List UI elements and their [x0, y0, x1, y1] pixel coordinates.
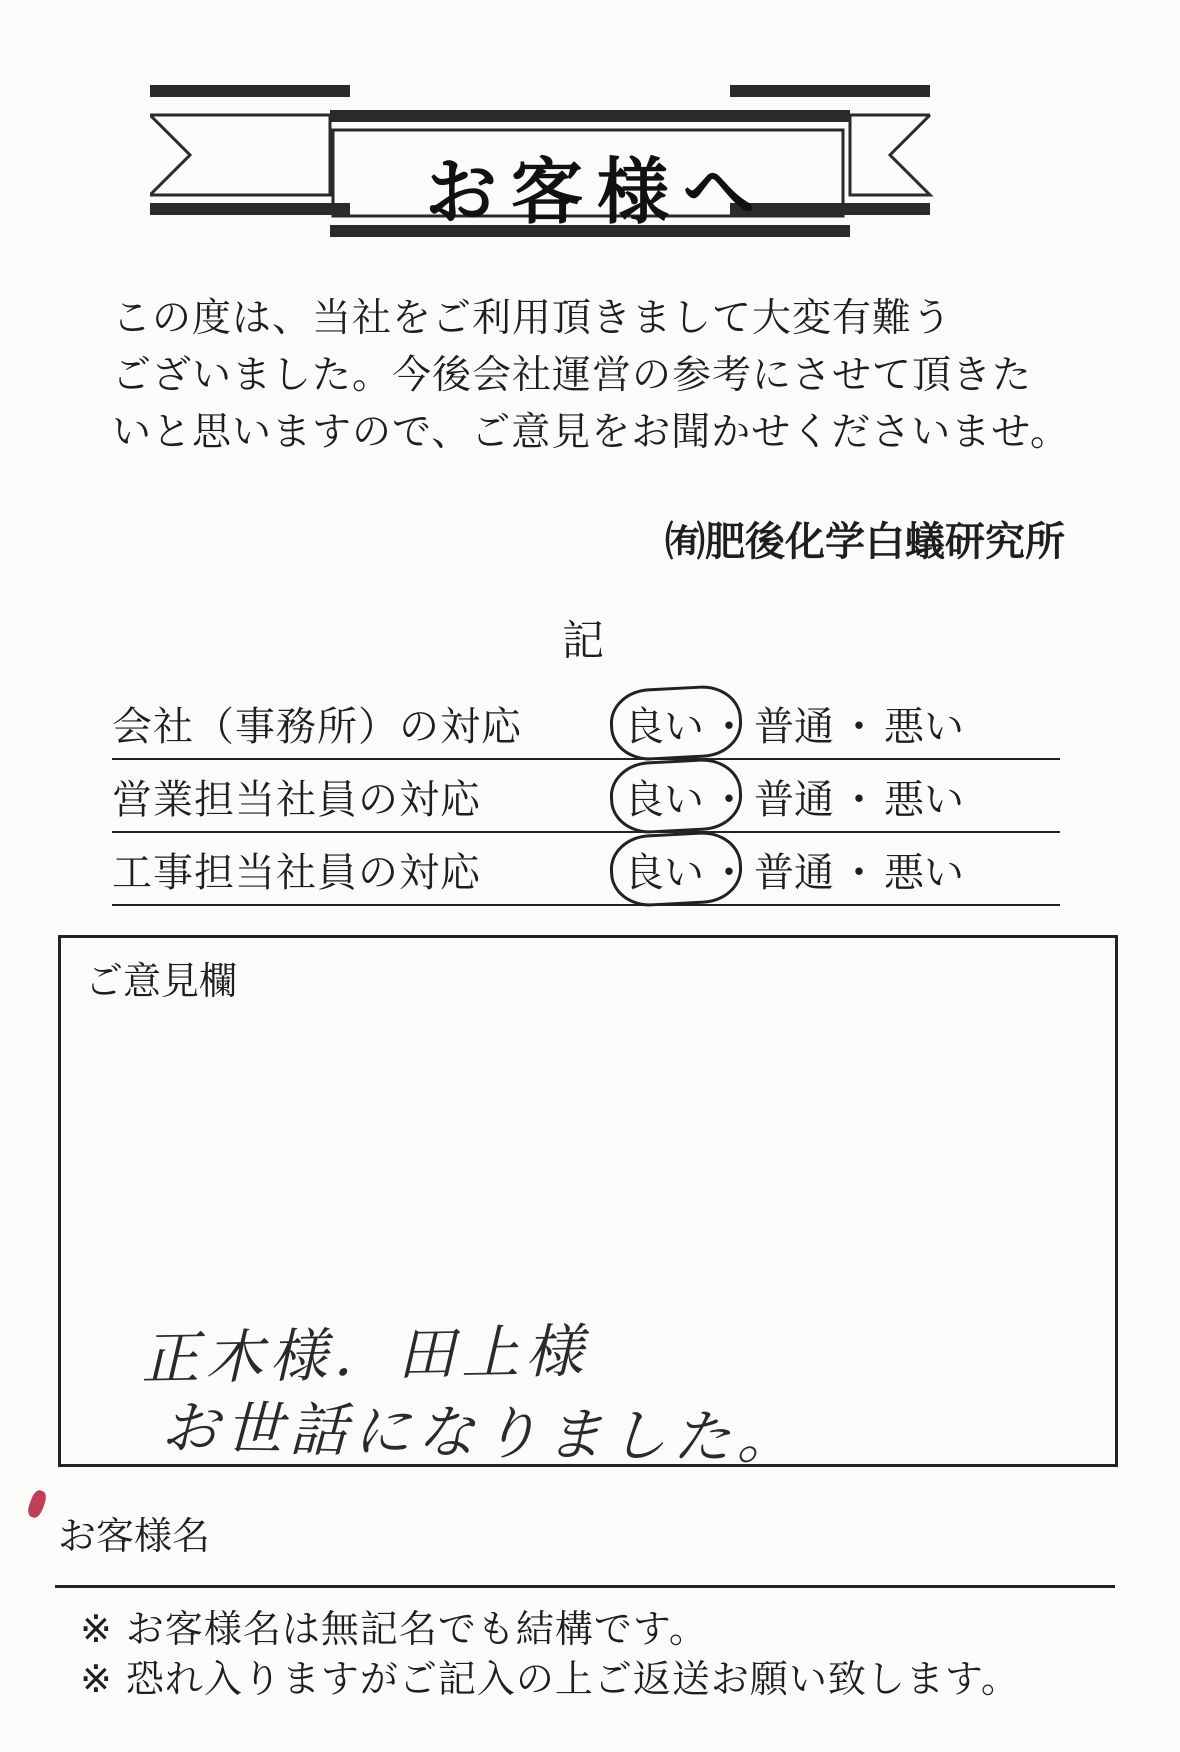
option-bad[interactable]: 悪い	[884, 850, 964, 896]
option-normal[interactable]: 普通	[754, 704, 834, 750]
rating-row-construction	[112, 831, 1060, 906]
intro-line: いと思いますので、ご意見をお聞かせくださいませ。	[112, 410, 1071, 455]
rating-label: 営業担当社員の対応	[112, 777, 481, 823]
rating-options	[624, 695, 1060, 752]
section-mark: 記	[562, 616, 605, 665]
separator-dot: ・	[839, 777, 879, 823]
rating-options	[624, 768, 1060, 825]
separator-dot: ・	[839, 704, 879, 750]
page-title: お客様へ	[424, 149, 769, 234]
ink-mark	[26, 1488, 49, 1519]
option-bad[interactable]: 悪い	[884, 704, 964, 750]
customer-name-label: お客様名	[58, 1514, 211, 1558]
opinion-box[interactable]	[58, 935, 1118, 1473]
separator-dot: ・	[709, 704, 749, 750]
handwritten-line: お世話になりました。	[160, 1393, 802, 1473]
opinion-title: ご意見欄	[85, 959, 238, 1003]
option-good[interactable]: 良い	[624, 695, 704, 752]
rating-row-company	[112, 685, 1060, 760]
option-good[interactable]: 良い	[624, 841, 704, 898]
rating-label: 会社（事務所）の対応	[112, 704, 522, 750]
intro-line: ございました。今後会社運営の参考にさせて頂きた	[112, 353, 1033, 398]
rating-options	[624, 841, 1060, 898]
option-bad[interactable]: 悪い	[884, 777, 964, 823]
option-normal[interactable]: 普通	[754, 777, 834, 823]
separator-dot: ・	[709, 850, 749, 896]
separator-dot: ・	[839, 850, 879, 896]
handwritten-line: 正木様．田上様	[140, 1317, 590, 1393]
note-line: ※ 恐れ入りますがご記入の上ご返送お願い致します。	[80, 1657, 1020, 1701]
customer-name-field[interactable]	[55, 1585, 1115, 1588]
rating-label: 工事担当社員の対応	[112, 850, 481, 896]
intro-paragraph	[112, 290, 1072, 461]
rating-row-sales	[112, 758, 1060, 833]
option-normal[interactable]: 普通	[754, 850, 834, 896]
option-good[interactable]: 良い	[624, 768, 704, 825]
note-line: ※ お客様名は無記名でも結構です。	[80, 1607, 708, 1651]
separator-dot: ・	[709, 777, 749, 823]
company-name: ㈲肥後化学白蟻研究所	[665, 519, 1065, 565]
intro-line: この度は、当社をご利用頂きまして大変有難う	[112, 296, 953, 341]
